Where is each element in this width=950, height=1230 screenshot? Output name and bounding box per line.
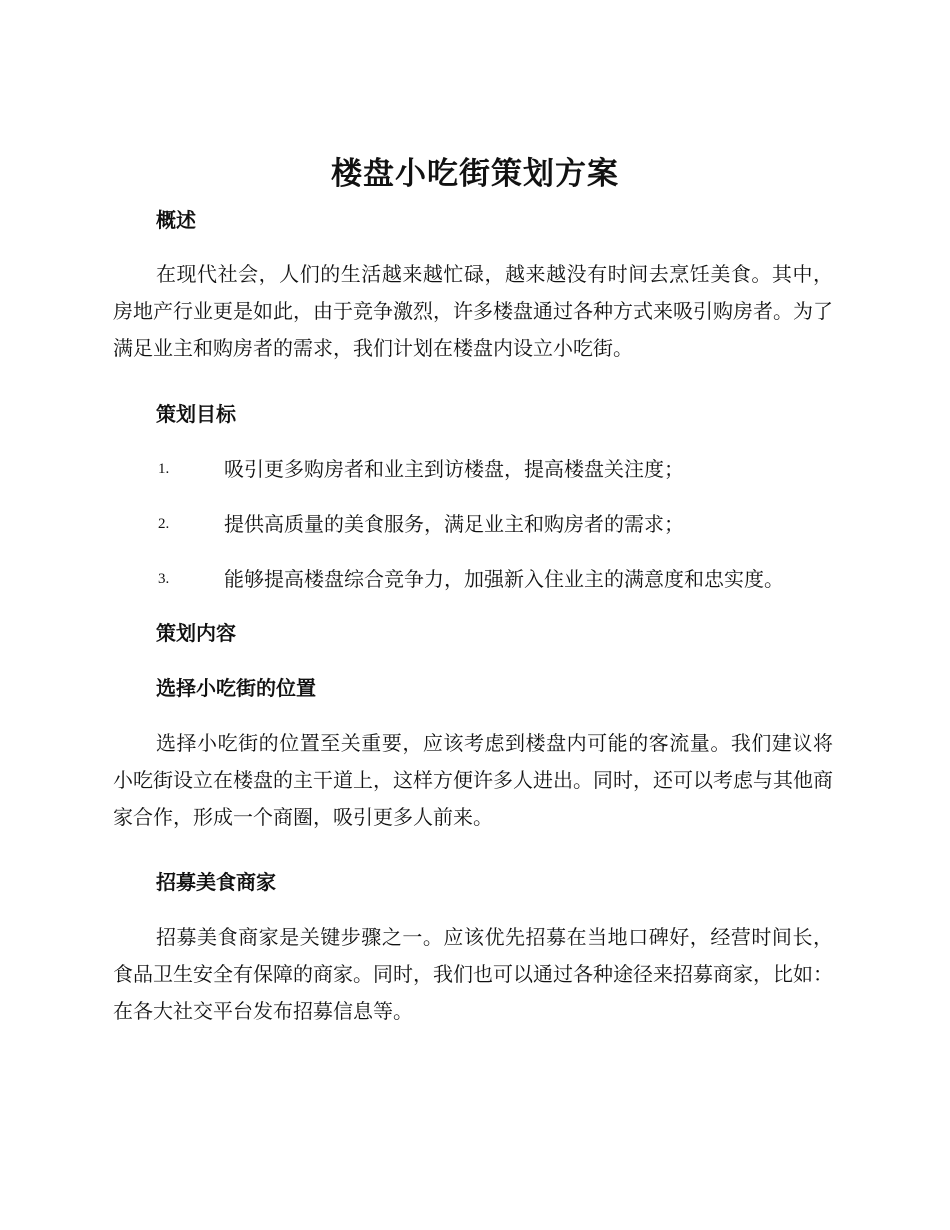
list-number: 3. — [158, 571, 170, 587]
list-text: 吸引更多购房者和业主到访楼盘，提高楼盘关注度； — [224, 457, 684, 481]
list-number: 1. — [158, 461, 170, 477]
section-heading-content: 策划内容 — [156, 621, 236, 645]
section-heading-goals: 策划目标 — [156, 402, 236, 426]
overview-paragraph: 在现代社会，人们的生活越来越忙碌，越来越没有时间去烹饪美食。其中，房地产行业更是如此，由于竞争激烈，许多楼盘通过各种方式来吸引购房者。为了满足业主和购房者的需求，我们计划在楼盘内设立小吃街。 — [113, 262, 833, 360]
section-heading-recruit: 招募美食商家 — [156, 870, 276, 894]
document-title: 楼盘小吃街策划方案 — [331, 156, 619, 192]
section-heading-overview: 概述 — [156, 208, 196, 232]
recruit-paragraph: 招募美食商家是关键步骤之一。应该优先招募在当地口碑好，经营时间长，食品卫生安全有保障的商家。同时，我们也可以通过各种途径来招募商家，比如：在各大社交平台发布招募信息等。 — [113, 925, 833, 1023]
list-item — [158, 562, 858, 596]
list-number: 2. — [158, 516, 170, 532]
list-text: 能够提高楼盘综合竞争力，加强新入住业主的满意度和忠实度。 — [224, 567, 784, 591]
list-text: 提供高质量的美食服务，满足业主和购房者的需求； — [224, 512, 684, 536]
list-item — [158, 452, 858, 486]
section-heading-location: 选择小吃街的位置 — [156, 676, 316, 700]
location-paragraph: 选择小吃街的位置至关重要，应该考虑到楼盘内可能的客流量。我们建议将小吃街设立在楼盘的主干道上，这样方便许多人进出。同时，还可以考虑与其他商家合作，形成一个商圈，吸引更多人前来。 — [113, 731, 833, 829]
list-item — [158, 507, 858, 541]
